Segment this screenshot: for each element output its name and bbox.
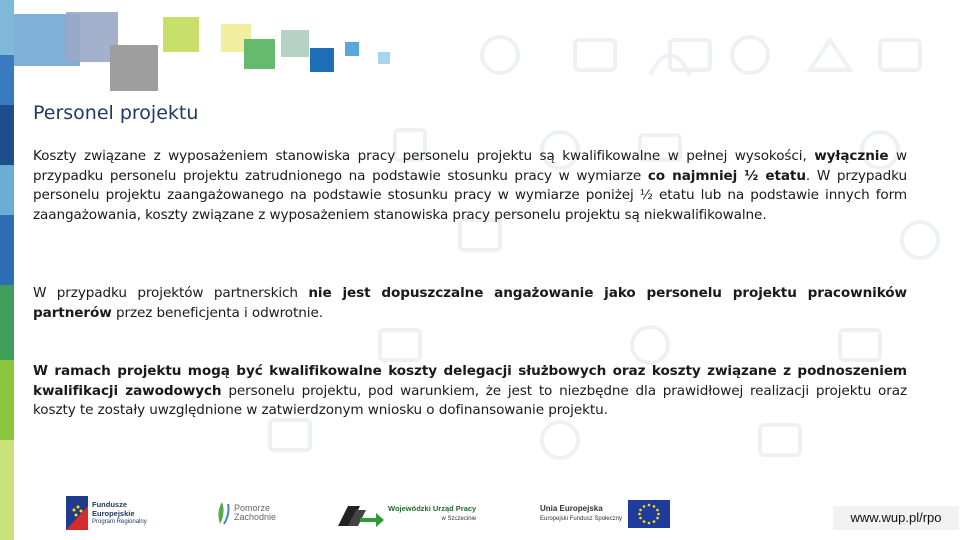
wup-line1: Wojewódzki Urząd Pracy [388, 504, 477, 513]
pomorze-line1: Pomorze [234, 503, 271, 513]
pomorze-zachodnie-logo [216, 500, 276, 526]
text-span: personelu projektu, pod warunkiem, że jest to niezbędne dla prawidłowej realizacji projektu oraz koszty te zostały uwzględnione w zatwierdzonym wniosku o dofinansowanie projektu. [33, 382, 907, 419]
text-span: w przypadku personelu projektu zatrudnionego na podstawie stosunku pracy w wymiarze [33, 148, 907, 184]
text-span: . W przypadku personelu projektu zaangażowanego na podstawie stosunku pracy w wymiarze poniżej ½ etatu lub na podstawie innych form zaangażowania, koszty związane z wyposażeniem stanowiska pracy personelu projektu są niekwalifikowalne. [33, 167, 907, 223]
wup-emblem-icon [338, 500, 384, 528]
text-span: przez beneficjenta i odwrotnie. [111, 304, 323, 321]
footer-url-link[interactable]: www.wup.pl/rpo [833, 506, 959, 530]
bold-span: W ramach projektu mogą być kwalifikowalne koszty delegacji służbowych oraz koszty związane z podnoszeniem kwalifikacji zawodowych [33, 363, 907, 399]
page-title: Personel projektu [33, 102, 199, 124]
wup-szczecin-logo [338, 500, 476, 528]
fundusze-europejskie-logo [66, 496, 147, 530]
bold-span: co najmniej ½ etatu [647, 167, 806, 184]
wup-line2: w Szczecinie [441, 516, 477, 522]
paragraph-delegation-costs [33, 362, 907, 421]
footer-logos [0, 490, 960, 540]
bold-span: wyłącznie [814, 148, 889, 164]
paragraph-partner-projects [33, 284, 907, 323]
left-color-bar [0, 0, 14, 540]
bold-span: nie jest dopuszczalne angażowanie jako personelu projektu pracowników partnerów [33, 285, 907, 321]
text-span: Koszty związane z wyposażeniem stanowiska pracy personelu projektu są kwalifikowalne w pełnej wysokości, [33, 148, 815, 164]
ue-line2: Europejski Fundusz Społeczny [540, 516, 623, 522]
eu-flag-icon [628, 500, 670, 528]
fe-line1: Fundusze [92, 499, 127, 509]
text-span: W przypadku projektów partnerskich [33, 285, 309, 301]
fe-line3: Program Regionalny [92, 518, 147, 525]
fe-emblem-icon [66, 496, 88, 530]
paragraph-equipment-costs [33, 147, 907, 225]
pomorze-line2: Zachodnie [234, 512, 277, 522]
unia-europejska-logo [540, 500, 670, 528]
leaf-icon [216, 500, 232, 526]
fe-line2: Europejskie [92, 508, 135, 518]
ue-line1: Unia Europejska [540, 504, 603, 513]
